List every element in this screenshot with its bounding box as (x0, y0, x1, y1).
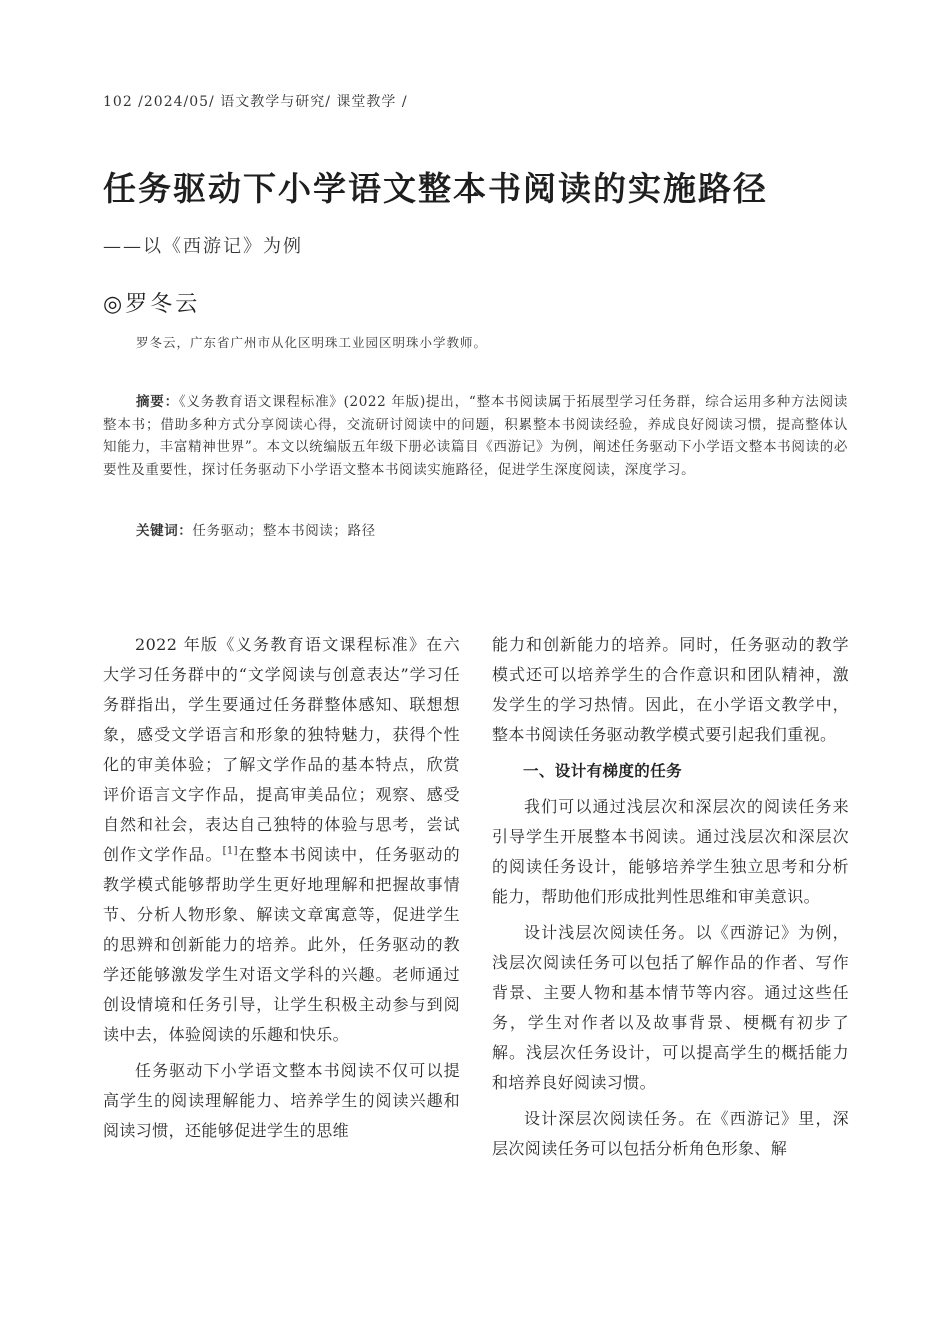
author-note: 罗冬云，广东省广州市从化区明珠工业园区明珠小学教师。 (136, 335, 488, 350)
body-paragraph: 设计深层次阅读任务。在《西游记》里，深层次阅读任务可以包括分析角色形象、解 (492, 1109, 849, 1158)
body-paragraph (103, 630, 460, 1050)
paragraph-text: 在整本书阅读中，任务驱动的教学模式能够帮助学生更好地理解和把握故事情节、分析人物形象、解读文章寓意等，促进学生的思辨和创新能力的培养。此外，任务驱动的教学还能够激发学生对语文学科的兴趣。老师通过创设情境和任务引导，让学生积极主动参与到阅读中去，体验阅读的乐趣和快乐。 (103, 845, 460, 1044)
paragraph-text: 2022 年版《义务教育语文课程标准》在六大学习任务群中的“文学阅读与创意表达”学习任务群指出，学生要通过任务群整体感知、联想想象，感受文学语言和形象的独特魅力，获得个性化的审美体验；了解文学作品的基本特点，欣赏评价语言文字作品，提高审美品位；观察、感受自然和社会，表达自己独特的体验与思考，尝试创作文学作品。 (103, 635, 460, 864)
section-heading: 一、设计有梯度的任务 (523, 762, 683, 780)
body-paragraph: 任务驱动下小学语文整本书阅读不仅可以提高学生的阅读理解能力、培养学生的阅读兴趣和阅读习惯，还能够促进学生的思维 (103, 1061, 460, 1140)
article-title: 任务驱动下小学语文整本书阅读的实施路径 (103, 169, 768, 208)
citation-marker: [1] (222, 845, 238, 857)
keywords-text: 任务驱动；整本书阅读；路径 (192, 523, 376, 539)
article-subtitle: ——以《西游记》为例 (103, 236, 303, 257)
abstract-text: 《义务教育语文课程标准》(2022 年版)提出，“整本书阅读属于拓展型学习任务群，综合运用多种方法阅读整本书；借助多种方式分享阅读心得，交流研讨阅读中的问题，积累整本书阅读经验，养成良好阅读习惯，提高整体认知能力，丰富精神世界”。本文以统编版五年级下册必读篇目《西游记》为例，阐述任务驱动下小学语文整本书阅读的必要性及重要性，探讨任务驱动下小学语文整本书阅读实施路径，促进学生深度阅读，深度学习。 (103, 394, 848, 478)
running-head: 102 /2024/05/ 语文教学与研究/ 课堂教学 / (103, 94, 408, 110)
body-paragraph: 能力和创新能力的培养。同时，任务驱动的教学模式还可以培养学生的合作意识和团队精神，激发学生的学习热情。因此，在小学语文教学中，整本书阅读任务驱动教学模式要引起我们重视。 (492, 635, 849, 744)
abstract-label: 摘要： (136, 394, 179, 410)
body-column-left (103, 630, 460, 1152)
keywords (136, 519, 376, 539)
body-paragraph: 我们可以通过浅层次和深层次的阅读任务来引导学生开展整本书阅读。通过浅层次和深层次的阅读任务设计，能够培养学生独立思考和分析能力，帮助他们形成批判性思维和审美意识。 (492, 797, 849, 906)
abstract (103, 391, 848, 481)
body-paragraph: 设计浅层次阅读任务。以《西游记》为例，浅层次阅读任务可以包括了解作品的作者、写作背景、主要人物和基本情节等内容。通过这些任务，学生对作者以及故事背景、梗概有初步了解。浅层次任务设计，可以提高学生的概括能力和培养良好阅读习惯。 (492, 923, 849, 1092)
keywords-label: 关键词： (136, 523, 193, 539)
author-name: ◎罗冬云 (103, 292, 201, 317)
body-column-right (492, 630, 849, 1170)
